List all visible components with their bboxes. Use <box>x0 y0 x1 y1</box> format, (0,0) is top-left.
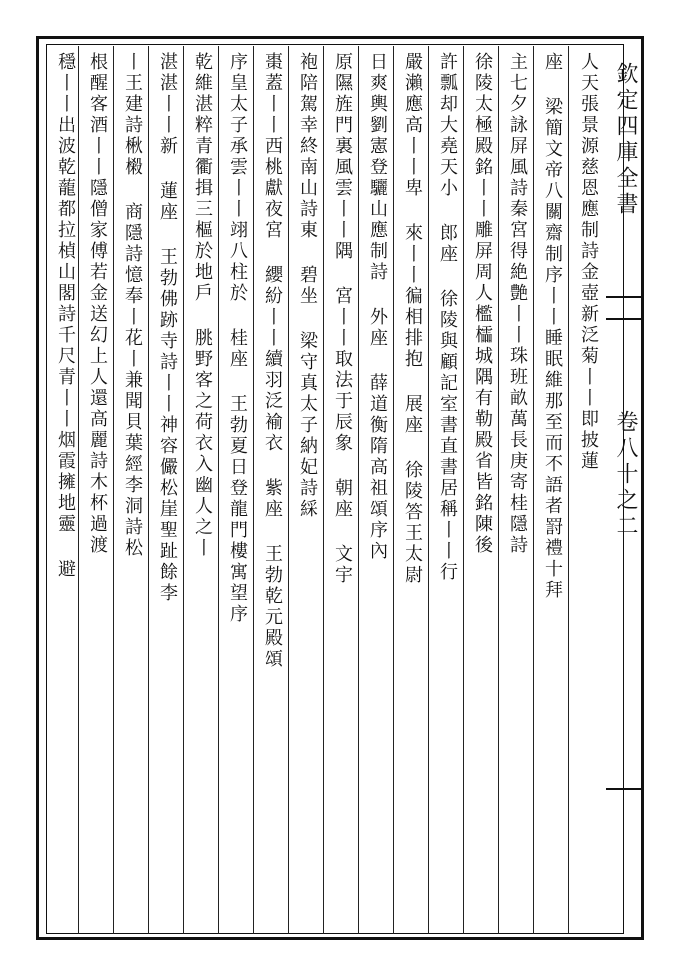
column-rule <box>533 46 534 934</box>
collection-title: 欽定四庫全書 <box>613 62 638 218</box>
column-rule <box>428 46 429 934</box>
column-rule <box>253 46 254 934</box>
text-column-9: 袍陪駕幸終南山詩東 碧坐 梁守真太子納妃詩綵 <box>297 52 318 520</box>
text-column-8: 原隰旌門裏風雲丨丨隅 宮丨丨取法于辰象 朝座 文宇 <box>332 52 353 586</box>
column-rule <box>148 46 149 934</box>
column-rule <box>288 46 289 934</box>
text-column-11: 序皇太子承雲丨丨翊八柱於 桂座 王勃夏日登龍門樓寓望序 <box>227 52 248 625</box>
volume-label: 卷八十之二 <box>613 410 638 540</box>
text-column-4: 徐陵太極殿銘丨丨雕屏周人檻櫺城隅有勒殿省皆銘陳後 <box>472 52 493 556</box>
text-column-6: 嚴瀨應高丨丨卑 來丨丨徧相排抱 展座 徐陵答王太尉 <box>402 52 423 586</box>
text-column-16: 穩丨丨出波乾蘢都拉楨山閣詩千尺青丨丨烟霞擁地靈 避 <box>55 52 76 580</box>
column-rule <box>218 46 219 934</box>
column-rule <box>463 46 464 934</box>
text-column-10: 棗蓋丨丨西桃獻夜宮 纓紛丨丨續羽泛褕衣 紫座 王勃乾元殿頌 <box>262 52 283 670</box>
text-column-1: 人天張景源慈恩應制詩金壺新泛菊丨丨即披蓮 <box>578 52 599 472</box>
column-rule <box>498 46 499 934</box>
text-column-15: 根醒客酒丨丨隱僧家傅若金送幻上人還高麗詩木杯過渡 <box>87 52 108 556</box>
text-column-13: 湛湛丨丨新 蓮座 王勃佛跡寺詩丨丨神容儼松崖聖趾餘李 <box>157 52 178 604</box>
column-rule <box>113 46 114 934</box>
text-column-14: 丨王建詩楸樧 商隱詩憶奉丨花丨兼聞貝葉經李洞詩松 <box>122 52 143 559</box>
column-rule <box>183 46 184 934</box>
column-rule <box>323 46 324 934</box>
text-column-3: 主七夕詠屏風詩秦宮得絶艶丨丨珠班畝萬長庚寄桂隱詩 <box>507 52 528 556</box>
text-column-12: 乾維湛粹青衢揖三樞於地戶 朓野客之荷衣入幽人之丨 <box>192 52 213 559</box>
text-column-7: 日爽輿劉憲登驪山應制詩 外座 薛道衡隋高祖頌序內 <box>367 52 388 562</box>
column-rule <box>568 46 569 934</box>
column-rule <box>358 46 359 934</box>
text-column-5: 許瓢却大堯天小 郎座 徐陵與顧記室書直書居稱丨丨行 <box>437 52 458 583</box>
fishtail-bottom-mark <box>606 788 642 790</box>
text-column-2: 座 梁簡文帝八關齋制序丨丨睡眠維那至而不語者罸禮十拜 <box>542 52 563 601</box>
column-rule <box>393 46 394 934</box>
fishtail-mark <box>606 296 642 320</box>
